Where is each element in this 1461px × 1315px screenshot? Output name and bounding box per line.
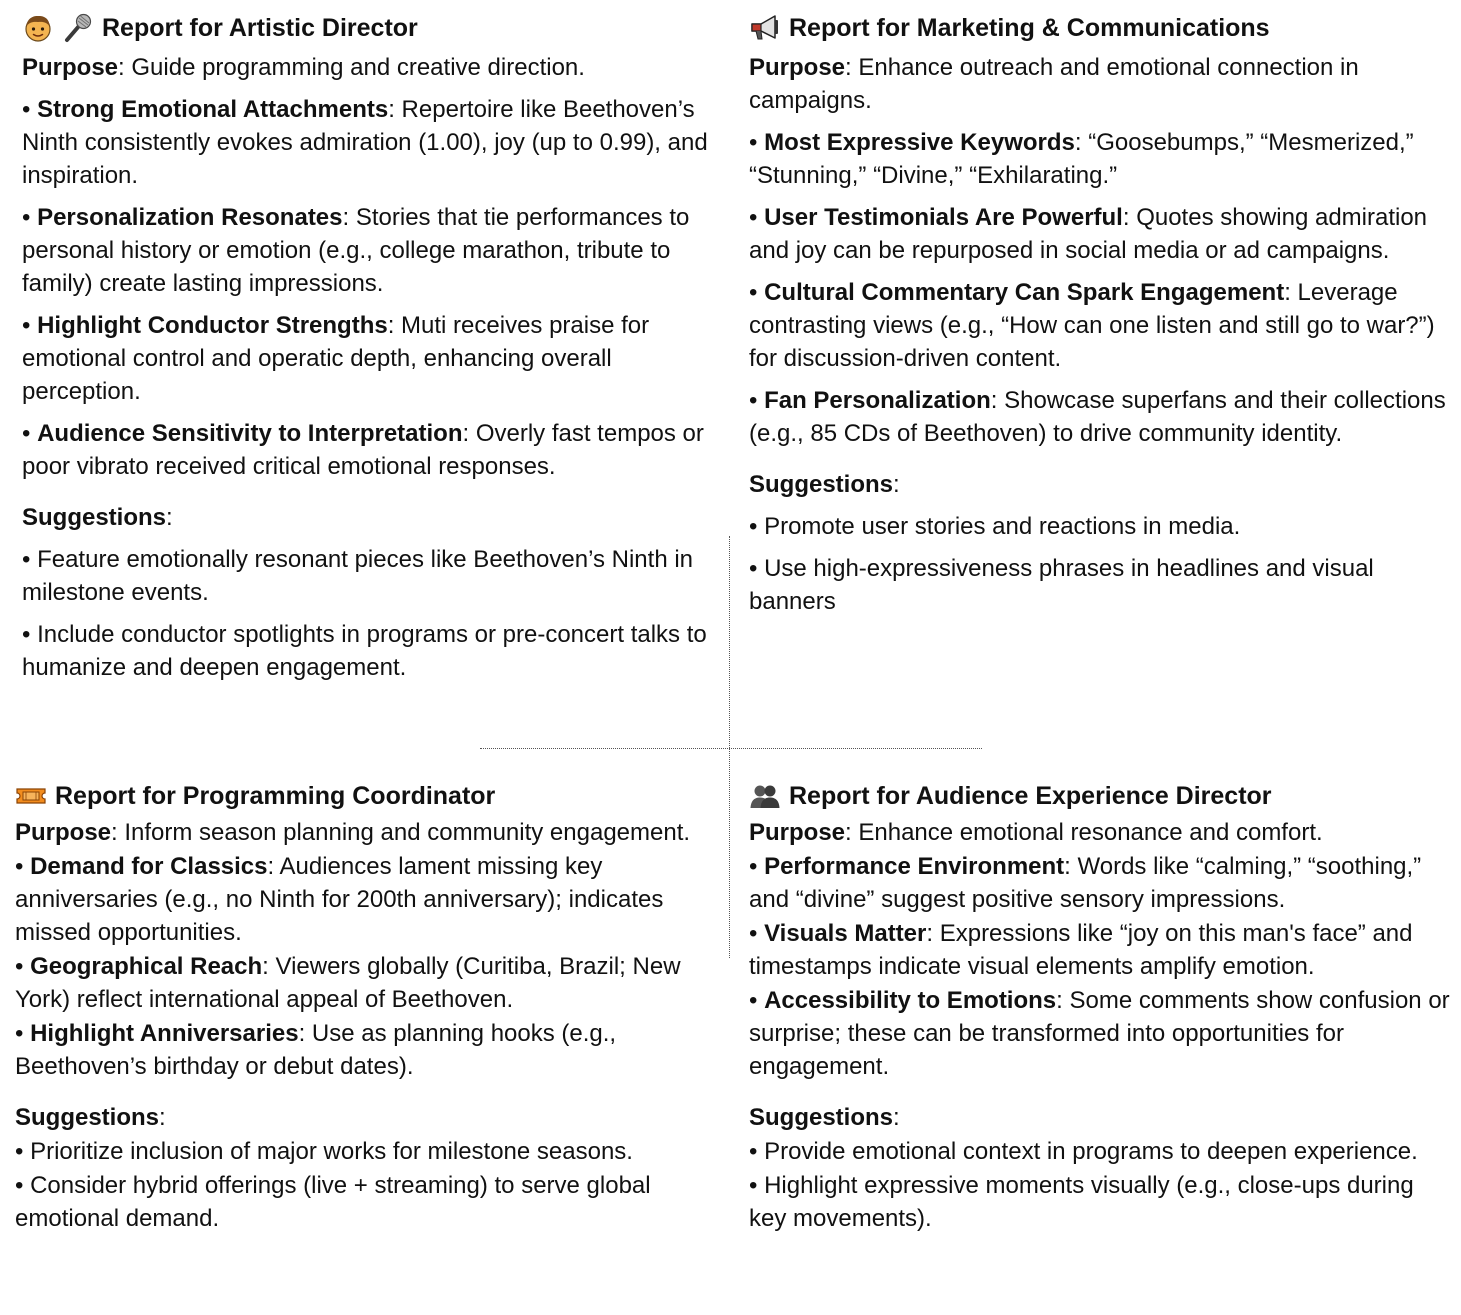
bullet: • [749, 1138, 758, 1165]
suggestion-item [749, 510, 1453, 543]
finding-item [15, 950, 727, 1016]
suggestion-item [749, 1169, 1453, 1235]
suggestions-label: Suggestions [749, 471, 894, 498]
report-marketing-communications [749, 8, 1453, 618]
finding-text: : Overly fast tempos or poor vibrato received critical emotional responses. [22, 420, 704, 480]
bullet: • [22, 96, 31, 123]
suggestions-heading: Suggestions: [15, 1104, 166, 1131]
purpose-label: Purpose [749, 819, 846, 846]
report-artistic-director [22, 8, 734, 684]
bullet: • [22, 312, 31, 339]
finding-item [749, 201, 1453, 267]
horizontal-divider [480, 748, 982, 749]
finding-item [22, 309, 734, 408]
finding-item [749, 384, 1453, 450]
finding-label: Visuals Matter [764, 920, 927, 947]
finding-item [22, 201, 734, 300]
finding-item [749, 917, 1453, 983]
report-title-artistic-director [22, 8, 734, 48]
suggestion-item [22, 543, 734, 609]
bullet: • [22, 204, 31, 231]
finding-label: Highlight Anniversaries [30, 1020, 299, 1047]
finding-label: Personalization Resonates [37, 204, 343, 231]
report-title-text: Report for Marketing & Communications [789, 14, 1270, 42]
finding-item [749, 850, 1453, 916]
finding-text: : Muti receives praise for emotional control and operatic depth, enhancing overall perception. [22, 312, 650, 405]
report-title-text: Report for Programming Coordinator [55, 782, 496, 810]
suggestion-text: Promote user stories and reactions in media. [764, 513, 1241, 540]
bullet: • [15, 1020, 24, 1047]
suggestion-text: Prioritize inclusion of major works for milestone seasons. [30, 1138, 633, 1165]
finding-label: Fan Personalization [764, 387, 991, 414]
finding-text: : Viewers globally (Curitiba, Brazil; New York) reflect international appeal of Beethoven. [15, 953, 681, 1013]
finding-label: Most Expressive Keywords [764, 129, 1075, 156]
finding-text: : Expressions like “joy on this man's face” and timestamps indicate visual elements amplify emotion. [749, 920, 1413, 980]
finding-text: : Some comments show confusion or surprise; these can be transformed into opportunities for engagement. [749, 987, 1450, 1080]
bullet: • [749, 513, 758, 540]
report-audience-experience-director [749, 776, 1453, 1235]
megaphone-icon [749, 12, 781, 44]
purpose-line [15, 816, 727, 849]
finding-text: : Quotes showing admiration and joy can be repurposed in social media or ad campaigns. [749, 204, 1428, 264]
suggestion-item [15, 1169, 727, 1235]
finding-label: Cultural Commentary Can Spark Engagement [764, 279, 1285, 306]
suggestions-heading: Suggestions: [749, 1104, 900, 1131]
report-programming-coordinator [15, 776, 727, 1235]
suggestion-text: Provide emotional context in programs to deepen experience. [764, 1138, 1418, 1165]
people-icon [749, 780, 781, 812]
bullet: • [749, 987, 758, 1014]
suggestion-text: Include conductor spotlights in programs or pre-concert talks to humanize and deepen engagement. [22, 621, 707, 681]
finding-label: Highlight Conductor Strengths [37, 312, 388, 339]
finding-item [15, 850, 727, 949]
purpose-label: Purpose [22, 54, 119, 81]
finding-label: Strong Emotional Attachments [37, 96, 389, 123]
ticket-icon [15, 780, 47, 812]
purpose-line [749, 51, 1453, 117]
report-title-text: Report for Audience Experience Director [789, 782, 1272, 810]
suggestions-label: Suggestions [22, 504, 167, 531]
suggestion-text: Consider hybrid offerings (live + streaming) to serve global emotional demand. [15, 1172, 651, 1232]
bullet: • [15, 853, 24, 880]
purpose-label: Purpose [15, 819, 112, 846]
vertical-divider [729, 536, 730, 958]
suggestion-item [15, 1135, 727, 1168]
bullet: • [749, 555, 758, 582]
bullet: • [22, 420, 31, 447]
finding-item [749, 126, 1453, 192]
bullet: • [749, 387, 758, 414]
suggestion-text: Use high-expressiveness phrases in headlines and visual banners [749, 555, 1374, 615]
finding-text: : Leverage contrasting views (e.g., “How can one listen and still go to war?”) for discussion-driven content. [749, 279, 1435, 372]
finding-text: : Audiences lament missing key anniversaries (e.g., no Ninth for 200th anniversary); indicates missed opportunities. [15, 853, 664, 946]
finding-item [749, 984, 1453, 1083]
bullet: • [749, 279, 758, 306]
bullet: • [22, 621, 31, 648]
suggestions-label: Suggestions [749, 1104, 894, 1131]
report-title-audience-experience [749, 776, 1453, 816]
suggestion-text: Highlight expressive moments visually (e.g., close-ups during key movements). [749, 1172, 1414, 1232]
bullet: • [15, 1172, 24, 1199]
finding-label: Accessibility to Emotions [764, 987, 1057, 1014]
finding-text: : “Goosebumps,” “Mesmerized,” “Stunning,” “Divine,” “Exhilarating.” [749, 129, 1414, 189]
suggestion-item [749, 552, 1453, 618]
purpose-label: Purpose [749, 54, 846, 81]
finding-text: : Stories that tie performances to personal history or emotion (e.g., college marathon, tribute to family) create lasting impressions. [22, 204, 690, 297]
microphone-icon [62, 12, 94, 44]
finding-item [22, 93, 734, 192]
finding-item [15, 1017, 727, 1083]
finding-label: User Testimonials Are Powerful [764, 204, 1123, 231]
report-title-text: Report for Artistic Director [102, 14, 418, 42]
finding-text: : Showcase superfans and their collections (e.g., 85 CDs of Beethoven) to drive community identity. [749, 387, 1446, 447]
suggestions-heading: Suggestions: [22, 504, 173, 531]
report-title-programming [15, 776, 727, 816]
purpose-text: : Enhance outreach and emotional connection in campaigns. [749, 54, 1359, 114]
bullet: • [749, 853, 758, 880]
purpose-line [749, 816, 1453, 849]
bullet: • [749, 129, 758, 156]
purpose-text: : Inform season planning and community engagement. [111, 819, 691, 846]
suggestions-label: Suggestions [15, 1104, 160, 1131]
suggestion-text: Feature emotionally resonant pieces like Beethoven’s Ninth in milestone events. [22, 546, 694, 606]
finding-text: : Repertoire like Beethoven’s Ninth consistently evokes admiration (1.00), joy (up to 0.99), and inspiration. [22, 96, 708, 189]
suggestions-heading: Suggestions: [749, 471, 900, 498]
bullet: • [15, 1138, 24, 1165]
finding-label: Geographical Reach [30, 953, 263, 980]
suggestion-item [749, 1135, 1453, 1168]
finding-label: Audience Sensitivity to Interpretation [37, 420, 463, 447]
report-title-marketing [749, 8, 1453, 48]
purpose-text: : Enhance emotional resonance and comfort. [845, 819, 1323, 846]
person-face-icon [22, 12, 54, 44]
finding-label: Performance Environment [764, 853, 1065, 880]
finding-label: Demand for Classics [30, 853, 268, 880]
bullet: • [15, 953, 24, 980]
finding-item [22, 417, 734, 483]
purpose-text: : Guide programming and creative direction. [118, 54, 585, 81]
bullet: • [749, 204, 758, 231]
suggestion-item [22, 618, 734, 684]
finding-item [749, 276, 1453, 375]
bullet: • [22, 546, 31, 573]
purpose-line [22, 51, 734, 84]
finding-text: : Words like “calming,” “soothing,” and “divine” suggest positive sensory impressions. [749, 853, 1422, 913]
bullet: • [749, 920, 758, 947]
finding-text: : Use as planning hooks (e.g., Beethoven’s birthday or debut dates). [15, 1020, 617, 1080]
bullet: • [749, 1172, 758, 1199]
